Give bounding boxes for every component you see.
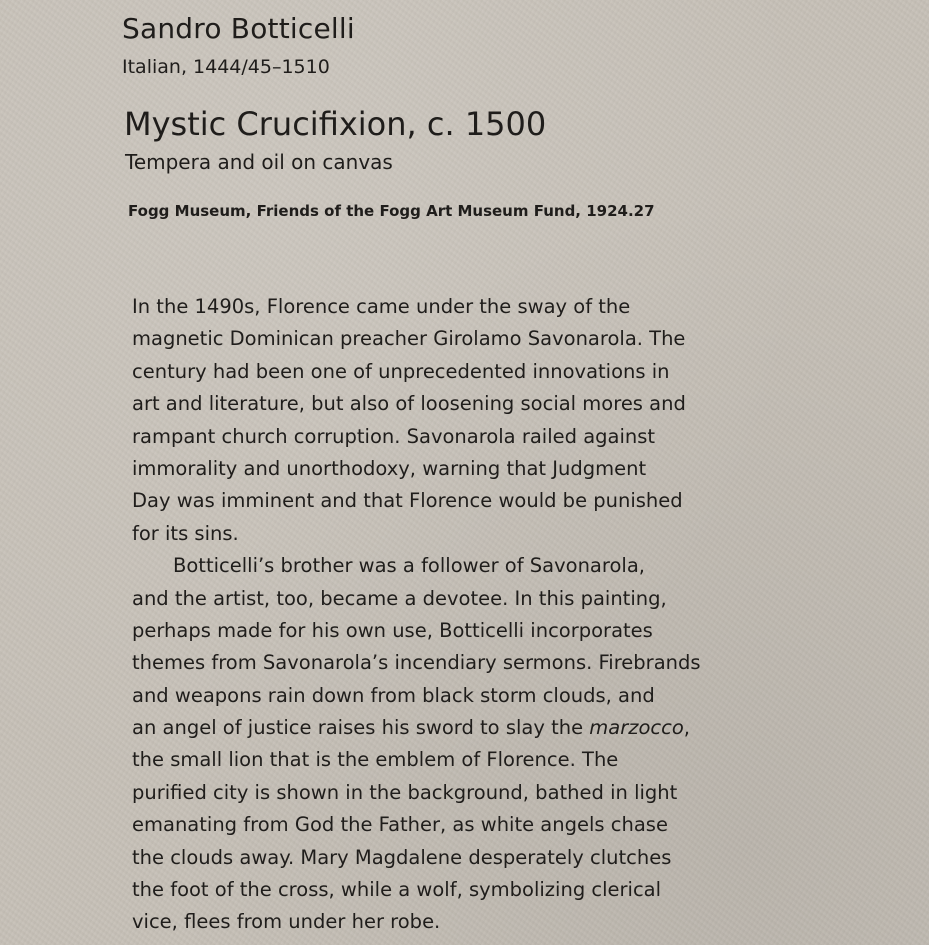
text-line: purified city is shown in the background, bathed in light [132,780,678,804]
credit-line: Fogg Museum, Friends of the Fogg Art Museum Fund, 1924.27 [128,202,655,220]
text-line: rampant church corruption. Savonarola railed against [132,424,656,448]
text-line: perhaps made for his own use, Botticelli incorporates [132,618,653,642]
paragraph-2 [132,550,772,939]
text-line: magnetic Dominican preacher Girolamo Savonarola. The [132,327,686,351]
text-line: emanating from God the Father, as white angels chase [132,813,668,837]
text-line: art and literature, but also of loosening social mores and [132,392,686,416]
artwork-medium: Tempera and oil on canvas [125,150,393,174]
text-line: century had been one of unprecedented innovations in [132,359,670,383]
italic-term-marzocco: marzocco [589,716,684,740]
text-line-marzocco [132,712,772,744]
text-line: vice, flees from under her robe. [132,910,441,934]
description-text [132,291,772,939]
text-line: Botticelli’s brother was a follower of Savonarola, [173,554,645,578]
text-segment: , [683,716,690,740]
paragraph-1 [132,291,772,550]
text-line: and the artist, too, became a devotee. In this painting, [132,586,667,610]
artwork-title: Mystic Crucifixion, c. 1500 [124,105,547,143]
text-line: the clouds away. Mary Magdalene desperately clutches [132,845,672,869]
text-line: for its sins. [132,521,239,545]
text-segment: an angel of justice raises his sword to slay the [132,716,590,740]
text-line: the foot of the cross, while a wolf, symbolizing clerical [132,878,662,902]
artist-nationality-dates: Italian, 1444/45–1510 [122,56,330,78]
text-line: the small lion that is the emblem of Florence. The [132,748,619,772]
text-line: Day was imminent and that Florence would be punished [132,489,683,513]
text-line: immorality and unorthodoxy, warning that Judgment [132,456,647,480]
text-line: In the 1490s, Florence came under the sway of the [132,295,631,318]
text-line: and weapons rain down from black storm clouds, and [132,683,655,707]
artist-name: Sandro Botticelli [122,12,355,45]
text-line: themes from Savonarola’s incendiary sermons. Firebrands [132,651,701,675]
